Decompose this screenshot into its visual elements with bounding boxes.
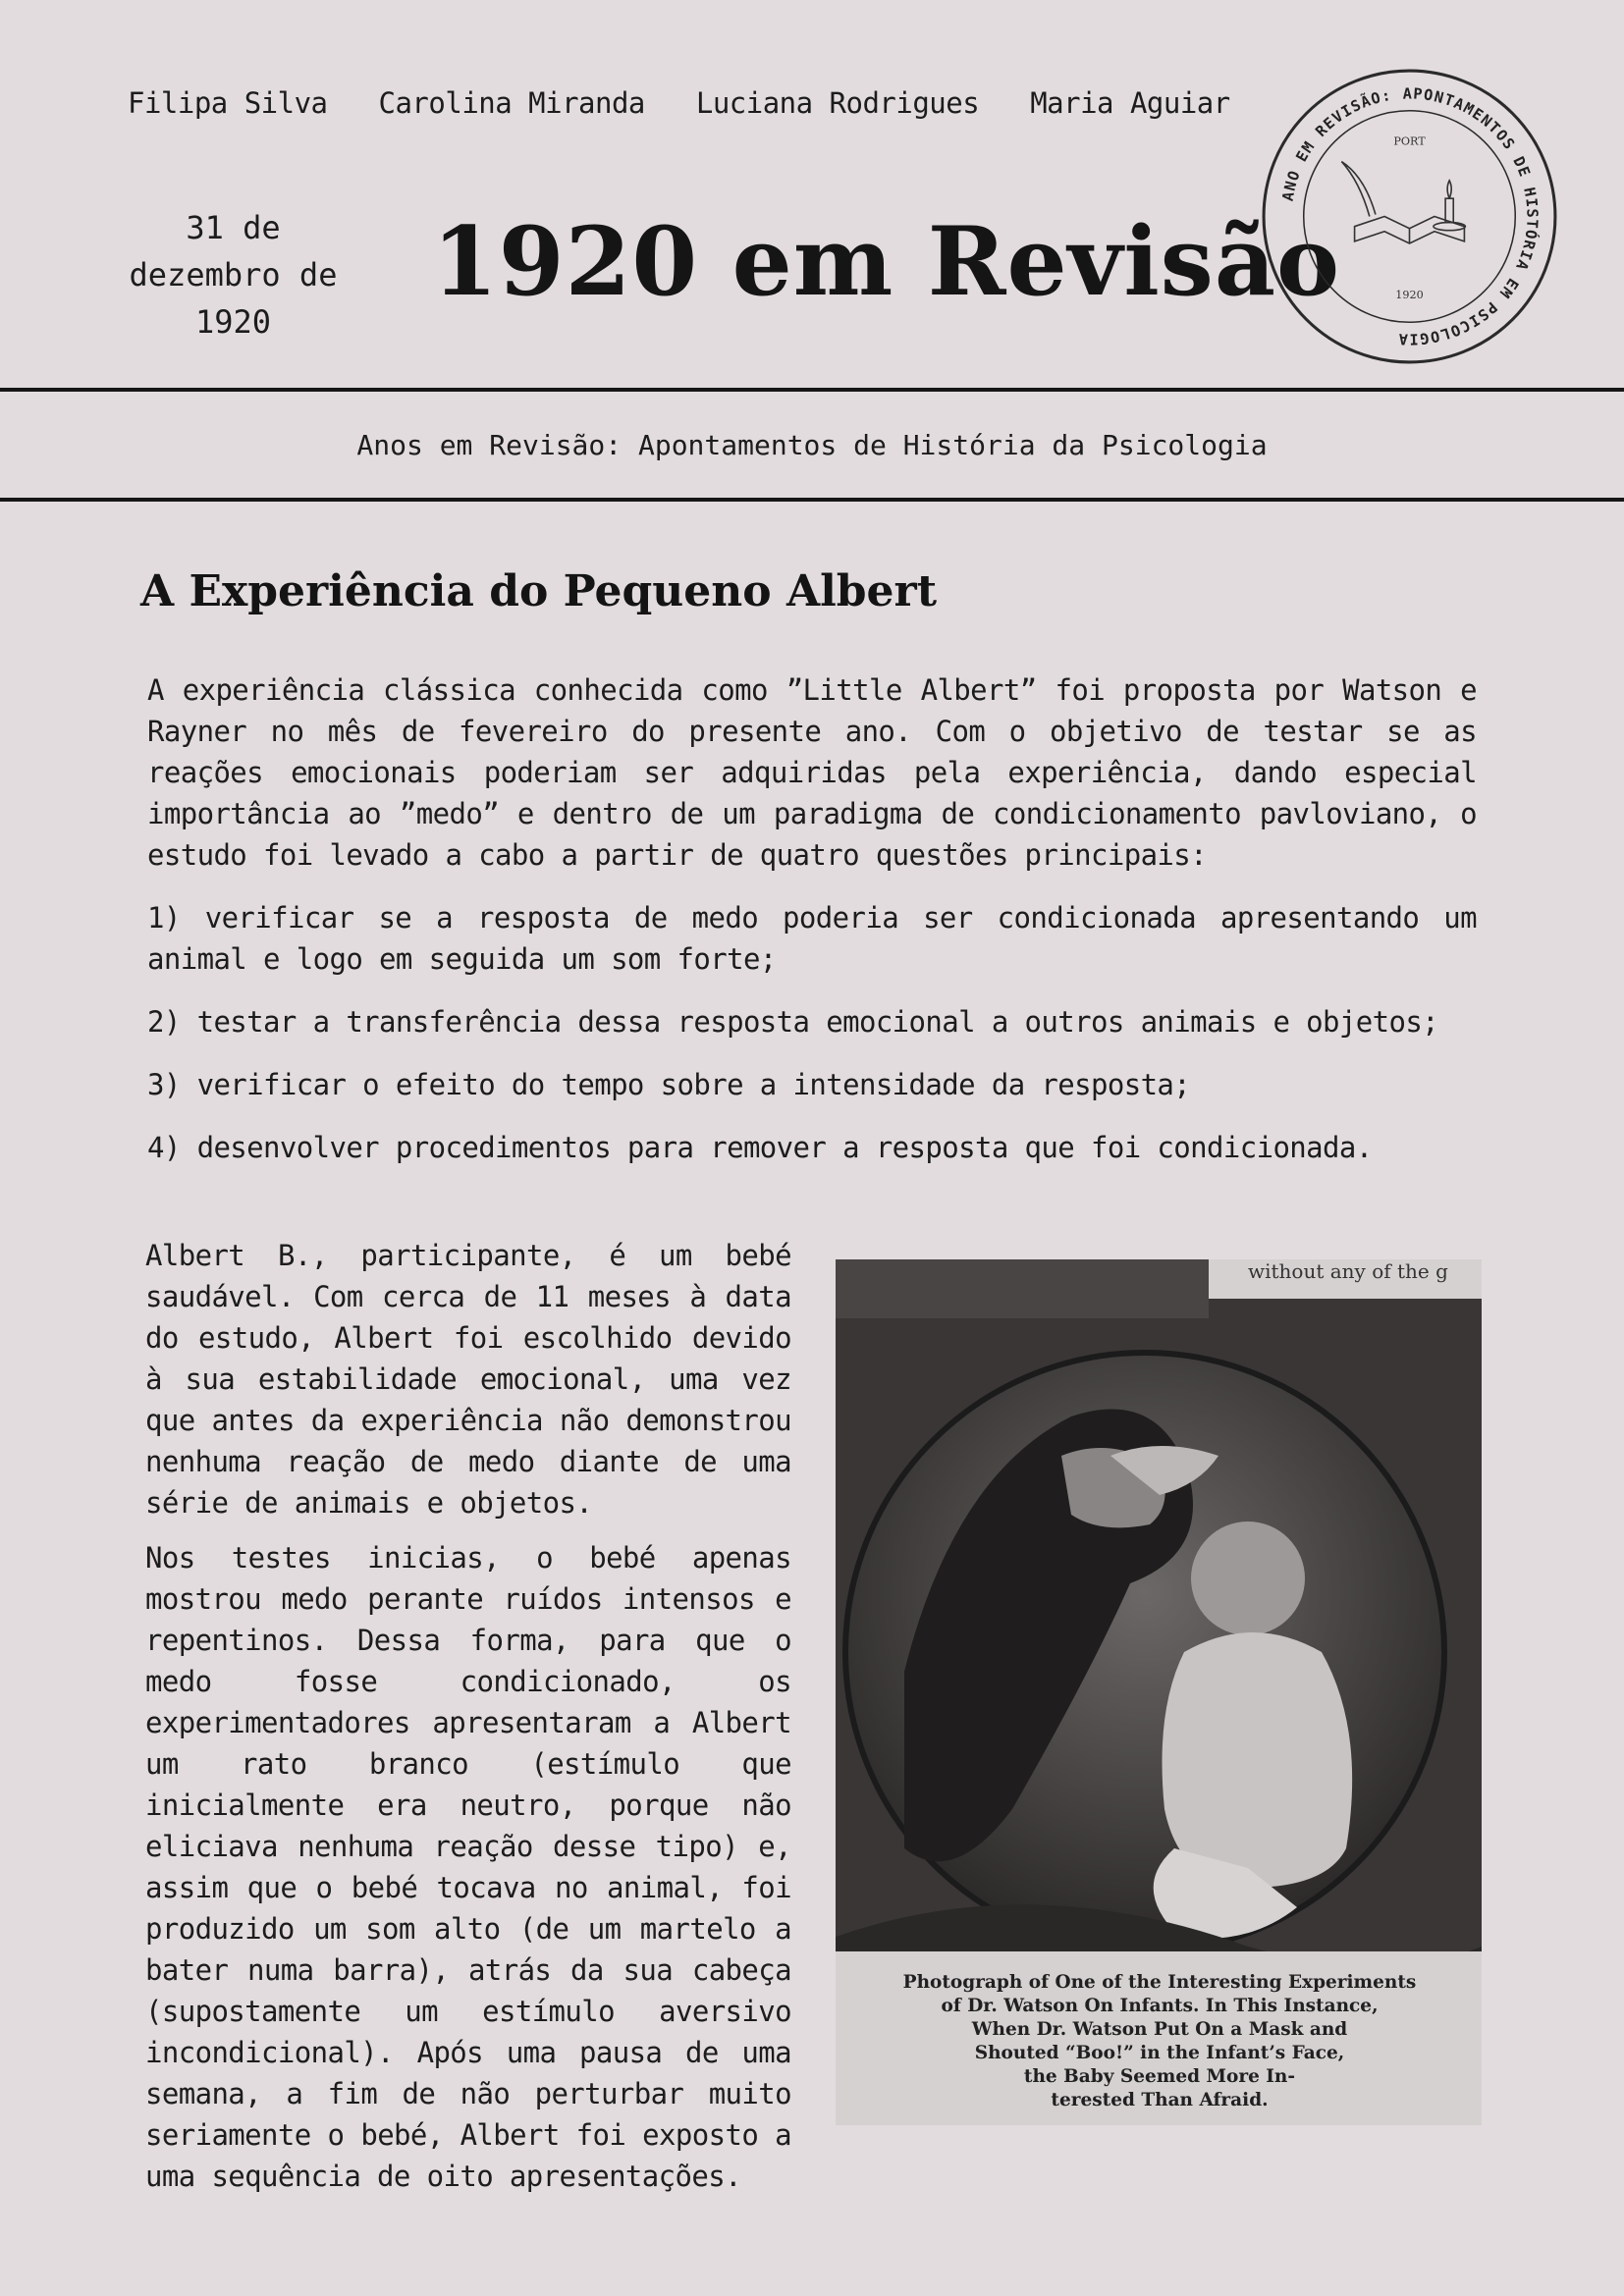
seal-bottom-text: 1920 <box>1395 288 1424 301</box>
caption-line: When Dr. Watson Put On a Mask and <box>971 2019 1348 2040</box>
caption-line: Shouted “Boo!” in the Infant’s Face, <box>974 2043 1345 2063</box>
author-name: Luciana Rodrigues <box>695 86 980 120</box>
seal-logo <box>1260 67 1559 366</box>
book-quill-icon <box>1341 162 1465 243</box>
seal-ring-text: ANO EM REVISÃO: APONTAMENTOS DE HISTÓRIA EM PSICOLOGIA <box>1278 84 1542 348</box>
photo-caption <box>865 1971 1454 2112</box>
date-line: 31 de <box>186 209 281 246</box>
question-item: 1) verificar se a resposta de medo poderia ser condicionada apresentando um animal e logo em seguida um som forte; <box>147 901 1477 976</box>
caption-line: Photograph of One of the Interesting Experiments <box>902 1972 1417 1993</box>
header-rule-top <box>0 388 1624 392</box>
header-rule-bottom <box>0 498 1624 502</box>
intro-paragraph: A experiência clássica conhecida como ”Little Albert” foi proposta por Watson e Rayner no mês de fevereiro do presente ano. Com o objetivo de testar se as reações emocionais poderiam ser adquiridas pela experiência, dando especial importância ao ”medo” e dentro de um paradigma de condicionamento pavloviano, o estudo foi levado a cabo a partir de quatro questões principais: <box>147 673 1477 872</box>
author-name: Carolina Miranda <box>378 86 645 120</box>
question-item: 2) testar a transferência dessa resposta emocional a outros animais e objetos; <box>147 1005 1439 1039</box>
body-paragraph: Nos testes inicias, o bebé apenas mostrou medo perante ruídos intensos e repentinos. Dessa forma, para que o medo fosse condicionado, os experimentadores apresentaram a Albert um rato branco (estímulo que inicialmente era neutro, porque não eliciava nenhuma reação desse tipo) e, assim que o bebé tocava no animal, foi produzido um som alto (de um martelo a bater numa barra), atrás da sua cabeça (supostamente um estímulo aversivo incondicional). Após uma pausa de uma semana, a fim de não perturbar muito seriamente o bebé, Albert foi exposto a uma sequência de oito apresentações. <box>145 1541 791 2193</box>
author-name: Maria Aguiar <box>1030 86 1230 120</box>
article-intro <box>147 669 1477 1190</box>
body-paragraph: Albert B., participante, é um bebé saudável. Com cerca de 11 meses à data do estudo, Albert foi escolhido devido à sua estabilidade emocional, uma vez que antes da experiência não demonstrou nenhuma reação de medo diante de uma série de animais e objetos. <box>145 1239 791 1520</box>
author-list <box>128 86 1230 120</box>
date-line: dezembro de <box>129 256 338 294</box>
question-item: 4) desenvolver procedimentos para remover a resposta que foi condicionada. <box>147 1131 1373 1164</box>
caption-line: the Baby Seemed More In- <box>1023 2066 1296 2087</box>
issue-date <box>118 204 349 346</box>
clipping-text: without any of the g <box>1248 1259 1448 1283</box>
caption-line: of Dr. Watson On Infants. In This Instance, <box>941 1996 1379 2016</box>
question-item: 3) verificar o efeito do tempo sobre a intensidade da resposta; <box>147 1068 1191 1101</box>
historical-photo <box>836 1259 1482 2125</box>
seal-top-text: PORT <box>1393 134 1426 148</box>
article-column <box>145 1235 791 2211</box>
caption-line: terested Than Afraid. <box>1051 2090 1269 2110</box>
date-line: 1920 <box>194 303 272 341</box>
author-name: Filipa Silva <box>128 86 328 120</box>
article-title: A Experiência do Pequeno Albert <box>140 566 938 616</box>
masthead-title: 1920 em Revisão <box>432 206 1341 317</box>
svg-text:ANO EM REVISÃO: APONTAMENTOS D <box>1279 84 1542 347</box>
series-subtitle: Anos em Revisão: Apontamentos de História da Psicologia <box>356 429 1268 461</box>
